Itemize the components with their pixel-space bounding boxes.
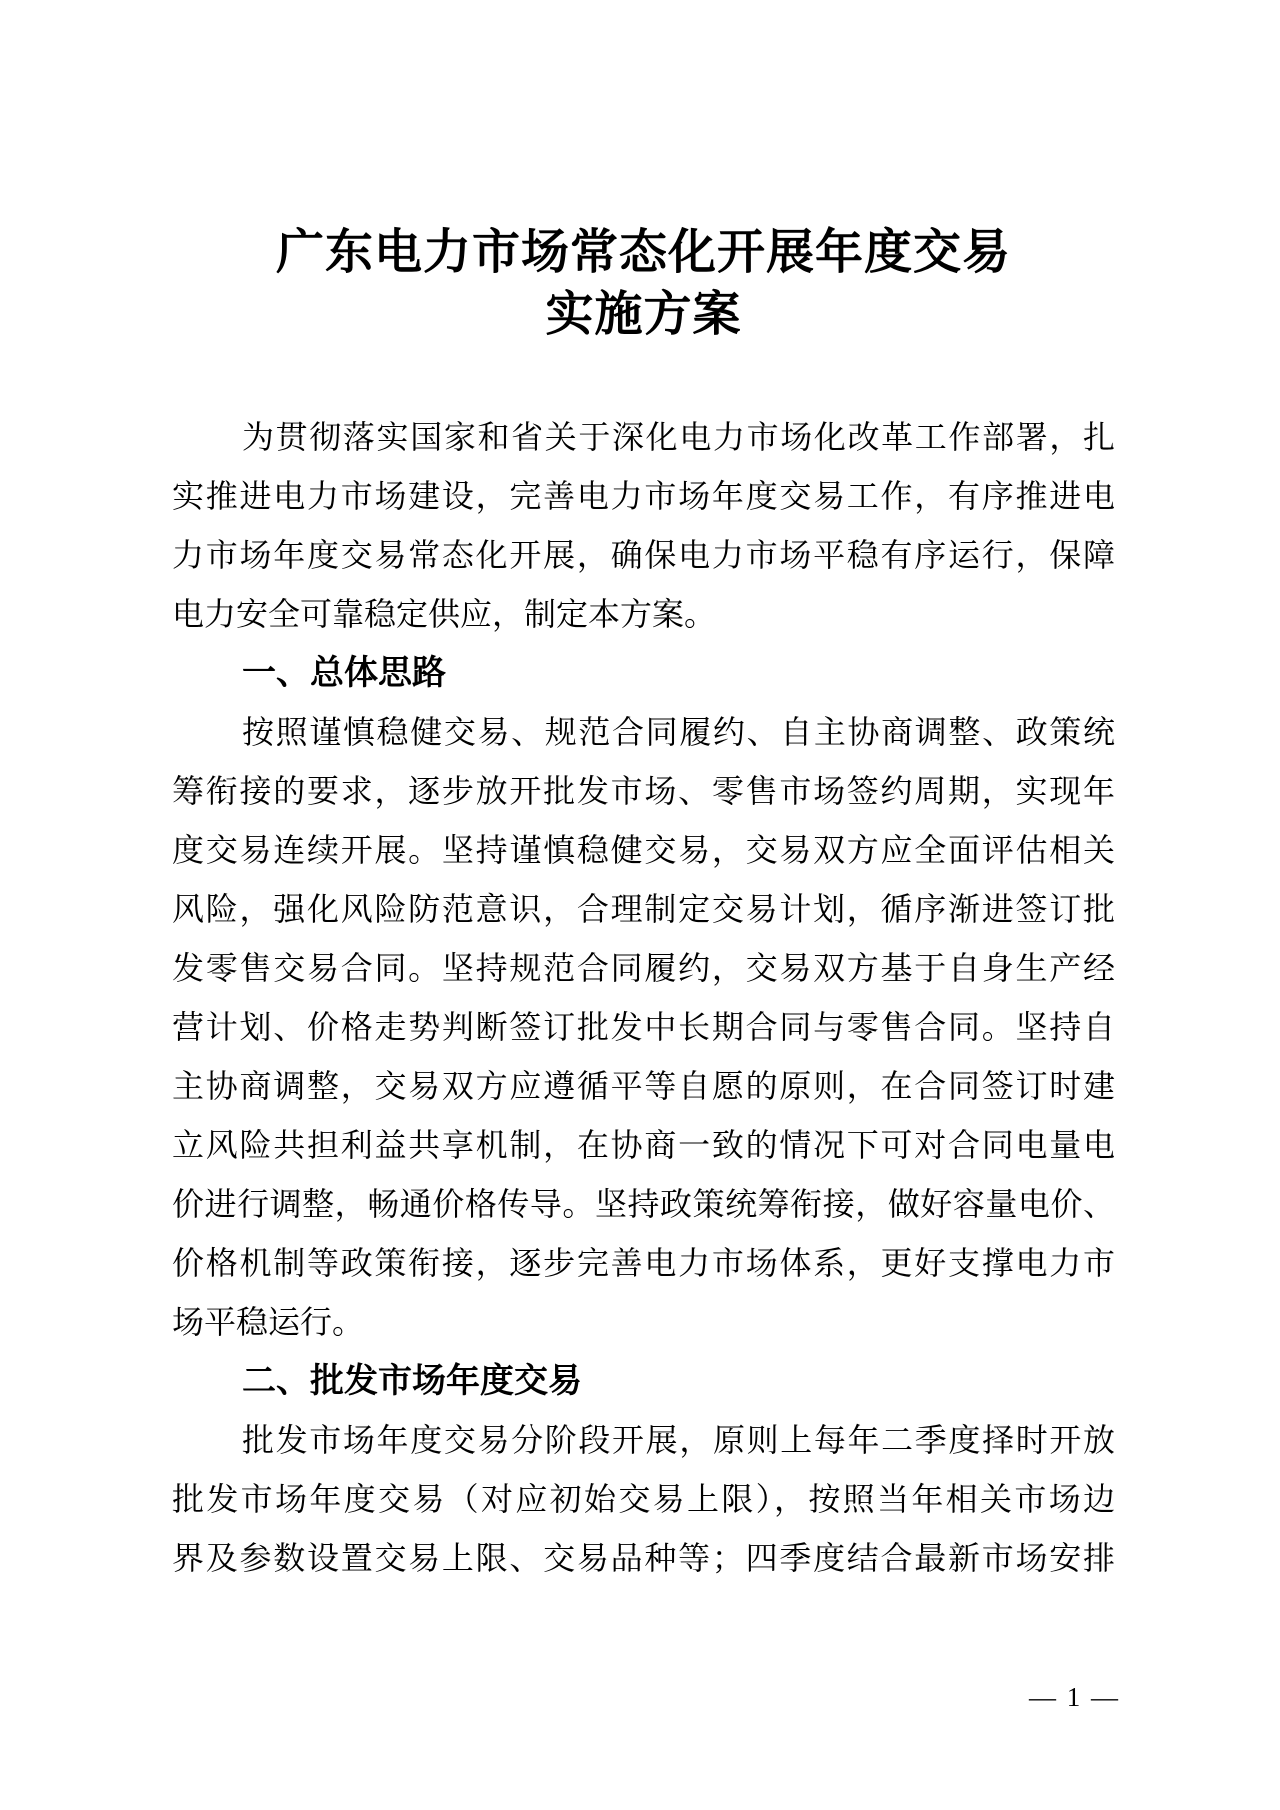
paragraph-line: 批发市场年度交易分阶段开展，原则上每年二季度择时开放 (242, 1422, 1115, 1458)
paragraph-line: 按照谨慎稳健交易、规范合同履约、自主协商调整、政策统 (242, 714, 1115, 750)
section-heading-2: 二、批发市场年度交易 (242, 1362, 582, 1400)
title-line-2: 实施方案 (545, 288, 742, 341)
paragraph-line: 发零售交易合同。坚持规范合同履约，交易双方基于自身生产经 (172, 950, 1115, 986)
paragraph-line: 力市场年度交易常态化开展，确保电力市场平稳有序运行，保障 (172, 537, 1115, 573)
paragraph-line: 风险，强化风险防范意识，合理制定交易计划，循序渐进签订批 (172, 891, 1115, 927)
paragraph-line: 营计划、价格走势判断签订批发中长期合同与零售合同。坚持自 (172, 1009, 1115, 1045)
paragraph-line: 为贯彻落实国家和省关于深化电力市场化改革工作部署，扎 (242, 419, 1115, 455)
document-title (172, 0, 1115, 346)
paragraph-line: 电力安全可靠稳定供应，制定本方案。 (172, 596, 717, 632)
paragraph-section-2 (172, 1411, 1115, 1588)
paragraph-line: 主协商调整，交易双方应遵循平等自愿的原则，在合同签订时建 (172, 1068, 1115, 1104)
paragraph-line: 批发市场年度交易（对应初始交易上限），按照当年相关市场边 (172, 1481, 1115, 1517)
paragraph-line: 界及参数设置交易上限、交易品种等；四季度结合最新市场安排 (172, 1540, 1115, 1576)
paragraph-line: 价进行调整，畅通价格传导。坚持政策统筹衔接，做好容量电价、 (172, 1186, 1115, 1222)
paragraph-line: 筹衔接的要求，逐步放开批发市场、零售市场签约周期，实现年 (172, 773, 1115, 809)
paragraph-intro (172, 408, 1115, 644)
page-number: — 1 — (1029, 1682, 1120, 1712)
paragraph-line: 价格机制等政策衔接，逐步完善电力市场体系，更好支撑电力市 (172, 1245, 1115, 1281)
section-heading-1: 一、总体思路 (242, 654, 446, 692)
paragraph-line: 立风险共担利益共享机制，在协商一致的情况下可对合同电量电 (172, 1127, 1115, 1163)
title-line-1: 广东电力市场常态化开展年度交易 (275, 226, 1011, 279)
paragraph-section-1 (172, 703, 1115, 1352)
paragraph-line: 场平稳运行。 (172, 1304, 365, 1340)
paragraph-line: 度交易连续开展。坚持谨慎稳健交易，交易双方应全面评估相关 (172, 832, 1115, 868)
paragraph-line: 实推进电力市场建设，完善电力市场年度交易工作，有序推进电 (172, 478, 1115, 514)
document-body (172, 408, 1115, 1588)
